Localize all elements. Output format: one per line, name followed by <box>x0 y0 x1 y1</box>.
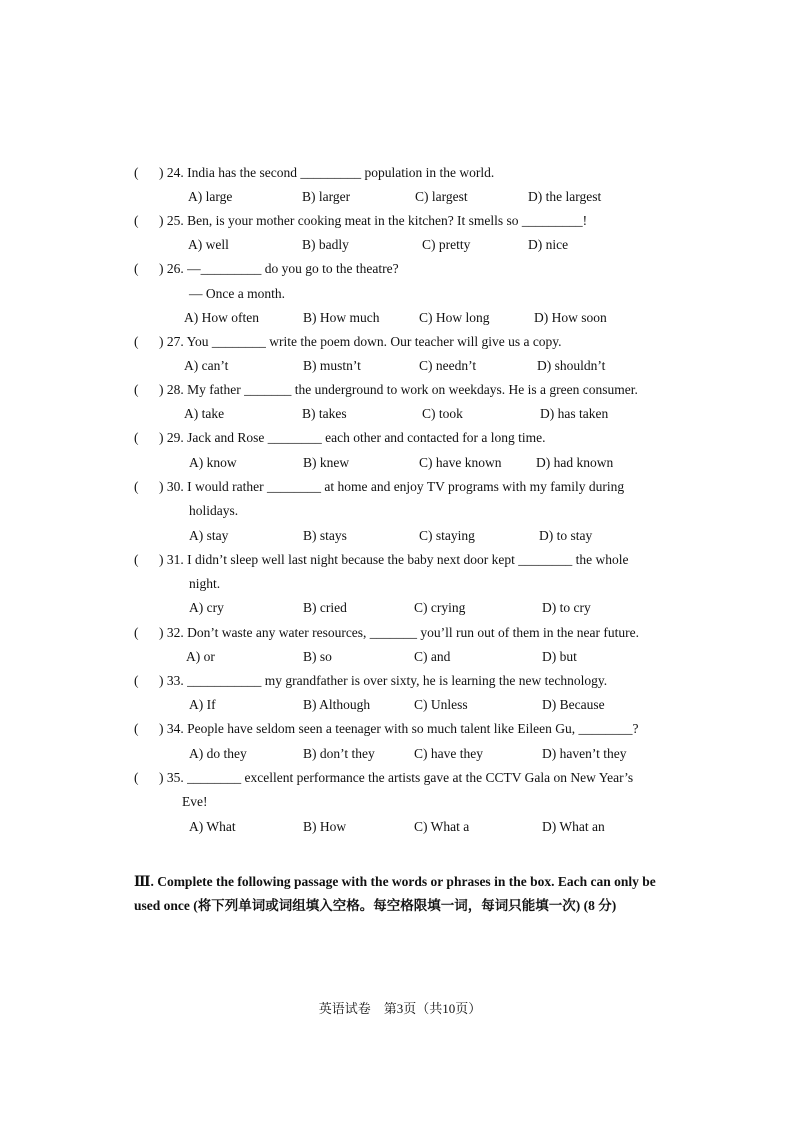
option-c: C) crying <box>414 600 466 615</box>
option-c: C) pretty <box>422 237 471 252</box>
option-a: A) or <box>186 649 215 664</box>
answer-bracket: ( <box>134 479 139 494</box>
question-35 <box>134 769 633 787</box>
option-a: A) know <box>189 455 237 470</box>
option-d: D) the largest <box>528 189 602 204</box>
option-b: B) so <box>303 649 332 664</box>
answer-bracket: ( <box>134 430 139 445</box>
option-c: C) staying <box>419 528 475 543</box>
option-d: D) haven’t they <box>542 746 627 761</box>
option-b: B) larger <box>302 189 351 204</box>
answer-bracket: ( <box>134 552 139 567</box>
question-27 <box>134 333 562 351</box>
question-stem: ) 26. —_________ do you go to the theatre? <box>159 261 399 276</box>
question-stem: ) 34. People have seldom seen a teenager with so much talent like Eileen Gu, ________? <box>159 721 639 736</box>
option-d: D) Because <box>542 697 605 712</box>
section-3-heading: Ⅲ. Complete the following passage with the words or phrases in the box. Each can only be used once (将下列单词或词组填入空格。每空格限填一词，每词只能填一次) (8 分) <box>134 874 656 913</box>
option-d: D) How soon <box>534 310 607 325</box>
option-d: D) to stay <box>539 528 593 543</box>
answer-bracket: ( <box>134 625 139 640</box>
option-c: C) have they <box>414 746 483 761</box>
question-stem: ) 24. India has the second _________ population in the world. <box>159 165 495 180</box>
option-b: B) Although <box>303 697 371 712</box>
option-c: C) and <box>414 649 451 664</box>
option-b: B) knew <box>303 455 350 470</box>
answer-bracket: ( <box>134 721 139 736</box>
option-d: D) has taken <box>540 406 609 421</box>
question-stem: ) 25. Ben, is your mother cooking meat in the kitchen? It smells so _________! <box>159 213 588 228</box>
option-c: C) needn’t <box>419 358 477 373</box>
question-29 <box>134 429 546 447</box>
option-a: A) well <box>188 237 229 252</box>
question-continuation: holidays. <box>189 503 239 518</box>
dialog-reply: — Once a month. <box>189 286 285 301</box>
question-stem: ) 35. ________ excellent performance the artists gave at the CCTV Gala on New Year’s <box>159 770 634 785</box>
option-c: C) How long <box>419 310 490 325</box>
option-d: D) nice <box>528 237 569 252</box>
option-c: C) largest <box>415 189 468 204</box>
question-33 <box>134 672 607 690</box>
option-a: A) can’t <box>184 358 229 373</box>
option-a: A) do they <box>189 746 247 761</box>
option-b: B) badly <box>302 237 349 252</box>
question-25 <box>134 212 587 230</box>
option-a: A) If <box>189 697 216 712</box>
option-d: D) shouldn’t <box>537 358 606 373</box>
question-28 <box>134 381 638 399</box>
option-b: B) don’t they <box>303 746 375 761</box>
option-b: B) takes <box>302 406 347 421</box>
question-stem: ) 30. I would rather ________ at home and enjoy TV programs with my family during <box>159 479 625 494</box>
question-31 <box>134 551 629 569</box>
answer-bracket: ( <box>134 165 139 180</box>
option-c: C) Unless <box>414 697 468 712</box>
option-a: A) large <box>188 189 233 204</box>
question-continuation: Eve! <box>182 794 208 809</box>
answer-bracket: ( <box>134 213 139 228</box>
option-b: B) stays <box>303 528 347 543</box>
question-32 <box>134 624 639 642</box>
answer-bracket: ( <box>134 261 139 276</box>
option-c: C) What a <box>414 819 470 834</box>
option-d: D) had known <box>536 455 614 470</box>
option-c: C) took <box>422 406 463 421</box>
option-a: A) cry <box>189 600 224 615</box>
question-34 <box>134 720 639 738</box>
answer-bracket: ( <box>134 382 139 397</box>
question-stem: ) 31. I didn’t sleep well last night because the baby next door kept ________ the whole <box>159 552 629 567</box>
question-stem: ) 33. ___________ my grandfather is over sixty, he is learning the new technology. <box>159 673 608 688</box>
answer-bracket: ( <box>134 334 139 349</box>
question-stem: ) 27. You ________ write the poem down. Our teacher will give us a copy. <box>159 334 562 349</box>
option-b: B) cried <box>303 600 347 615</box>
option-b: B) How much <box>303 310 380 325</box>
question-stem: ) 28. My father _______ the underground to work on weekdays. He is a green consumer. <box>159 382 638 397</box>
option-c: C) have known <box>419 455 502 470</box>
option-d: D) What an <box>542 819 605 834</box>
option-a: A) How often <box>184 310 259 325</box>
option-d: D) but <box>542 649 577 664</box>
option-a: A) stay <box>189 528 229 543</box>
question-continuation: night. <box>189 576 221 591</box>
question-stem: ) 29. Jack and Rose ________ each other and contacted for a long time. <box>159 430 546 445</box>
question-26 <box>134 260 399 278</box>
option-d: D) to cry <box>542 600 591 615</box>
option-b: B) How <box>303 819 347 834</box>
question-30 <box>134 478 624 496</box>
option-a: A) What <box>189 819 236 834</box>
question-stem: ) 32. Don’t waste any water resources, _______ you’ll run out of them in the near future. <box>159 625 639 640</box>
question-24 <box>134 164 494 182</box>
option-b: B) mustn’t <box>303 358 361 373</box>
option-a: A) take <box>184 406 225 421</box>
answer-bracket: ( <box>134 770 139 785</box>
page-footer: 英语试卷 第3页（共10页） <box>318 1001 482 1016</box>
answer-bracket: ( <box>134 673 139 688</box>
